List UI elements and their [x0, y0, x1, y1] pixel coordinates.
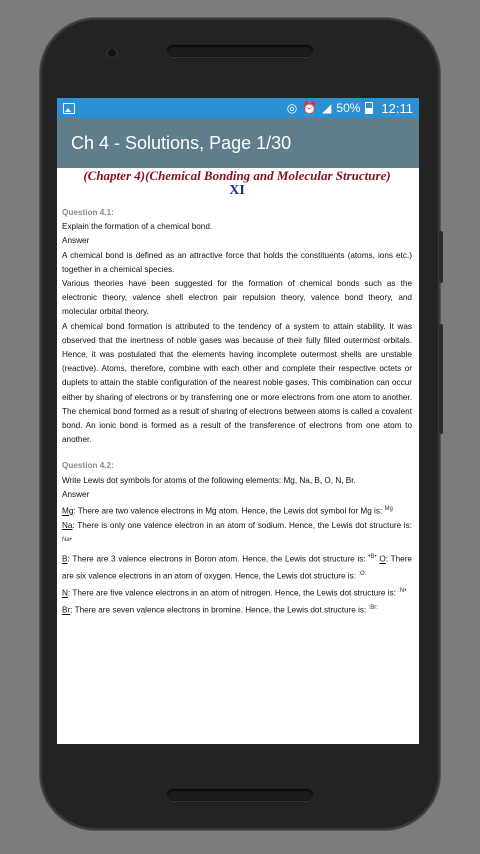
answer-line-br: Br: There are seven valence electrons in bromine. Hence, the Lewis dot structure is: $^{:Br:}$ [62, 604, 378, 615]
question-text: Write Lewis dot symbols for atoms of the following elements: Mg, Na, B, O, N, Br. [62, 475, 356, 485]
battery-percent: 50% [336, 101, 361, 115]
answer-line-mg: Mg: There are two valence electrons in Mg atom. Hence, the Lewis dot symbol for Mg is: $^{Mg}$ [62, 506, 393, 516]
screen [57, 98, 419, 744]
answer-line-na: Na: There is only one valence electron in an atom of sodium. Hence, the Lewis dot structure is: $^{Na•}$ [62, 521, 412, 544]
answer-label: Answer [62, 489, 90, 499]
answer-line-b: B: There are 3 valence electrons in Boron atom. Hence, the Lewis dot structure is: $^{•B•}$ O: There are six valence electrons in an atom of oxygen. Hence, the Lewis dot structure is: $^{:O:}$ [62, 554, 412, 581]
element-name: B [62, 554, 68, 564]
answer-paragraph: Various theories have been suggested for the formation of chemical bonds such as the electronic theory, valence shell electron pair repulsion theory, valence bond theory, and molecular orbital theory. [62, 279, 412, 317]
class-label: XI [229, 183, 245, 198]
document-content[interactable] [57, 168, 419, 618]
no-signal-icon: ◢ [322, 101, 332, 115]
answer-label: Answer [62, 236, 90, 246]
element-name: Mg [62, 506, 74, 516]
element-name: N [62, 588, 68, 598]
lewis-symbol: Mg [384, 506, 393, 513]
lewis-symbol: :Br: [368, 604, 378, 611]
sync-icon: ◎ [286, 101, 298, 115]
question-label: Question 4.2: [62, 461, 114, 471]
volume-button [439, 324, 443, 434]
chapter-title: (Chapter 4)(Chemical Bonding and Molecular Structure) [83, 168, 391, 183]
question-label: Question 4.1: [62, 208, 114, 217]
answer-paragraph: A chemical bond formation is attributed to the tendency of a system to attain stability. It was observed that the inertness of noble gases was because of their fully filled outermost orbitals. Hence, it was postulated that the elements having incomplete outermost shells are unstable (reactive). Atoms, therefore, combine with each other and complete their respective octets or duplets to attain the stable configuration of the nearest noble gases. This combination can occur either by sharing of electrons or by transferring one or more electrons from one atom to another. The chemical bond formed as a result of sharing of electrons between atoms is called a covalent bond. An ionic bond is formed as a result of the transference of electrons from one atom to another. [62, 321, 412, 445]
question-text: Explain the formation of a chemical bond. [62, 222, 213, 232]
alarm-icon: ⏰ [302, 101, 318, 115]
element-name: Na [62, 521, 73, 530]
lewis-symbol: Na• [62, 537, 72, 544]
element-name: O [379, 554, 386, 564]
status-bar [57, 98, 419, 118]
power-button [439, 231, 443, 283]
element-name: Br [62, 605, 71, 615]
lewis-symbol: •B• [368, 554, 377, 561]
earpiece-speaker [167, 45, 313, 57]
image-icon [63, 103, 75, 114]
page-title: Ch 4 - Solutions, Page 1/30 [71, 132, 292, 153]
front-camera [106, 47, 118, 59]
answer-paragraph: A chemical bond is defined as an attractive force that holds the constituents (atoms, ions etc.) together in a chemical species. [62, 250, 412, 274]
lewis-symbol: :O: [358, 571, 367, 578]
lewis-symbol: :N• [398, 588, 407, 595]
battery-icon [365, 102, 373, 114]
content-fade [57, 658, 419, 676]
app-bar [57, 118, 419, 168]
clock: 12:11 [381, 100, 413, 116]
answer-line-n: N: There are five valence electrons in an atom of nitrogen. Hence, the Lewis dot structure is: $^{:N•}$ [62, 588, 407, 598]
bottom-speaker [167, 789, 313, 801]
